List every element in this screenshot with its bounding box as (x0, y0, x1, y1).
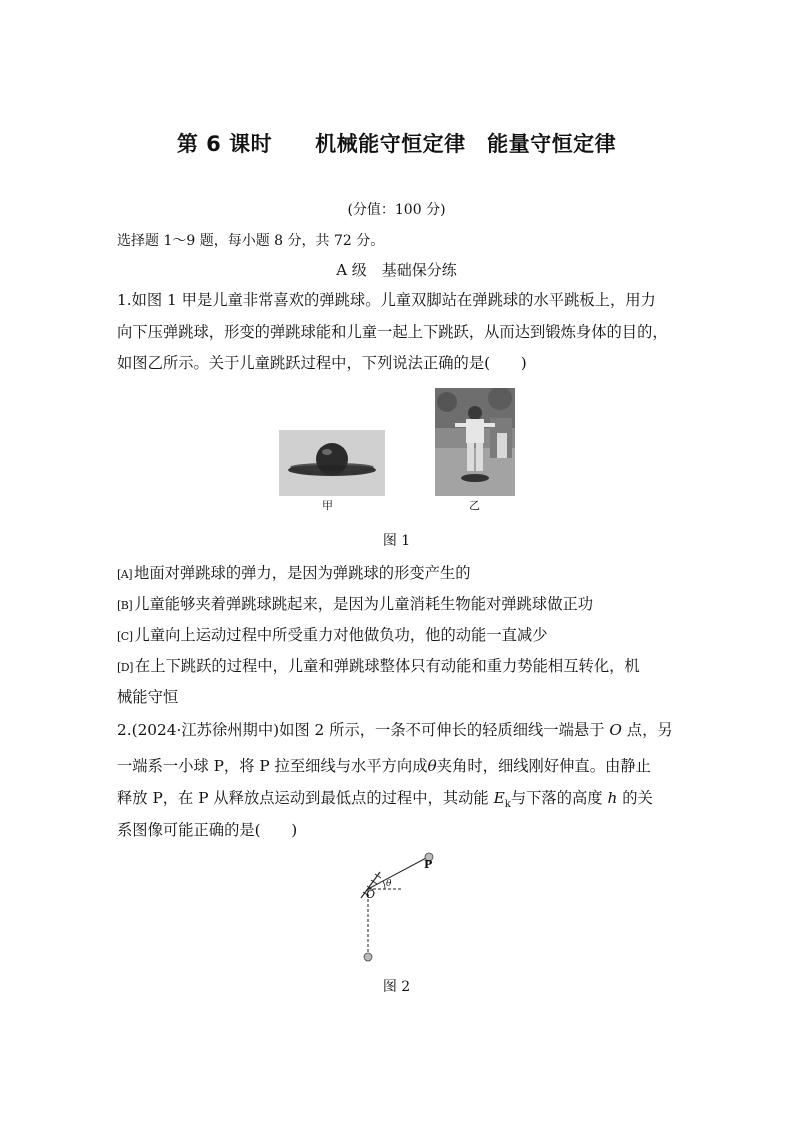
q1-option-a (117, 561, 471, 583)
section-heading: A 级 基础保分练 (336, 261, 457, 279)
q2-line-1 (117, 716, 677, 745)
option-d-text: 在上下跳跃的过程中，儿童和弹跳球整体只有动能和重力势能相互转化，机 (134, 657, 640, 675)
figure-2-label-p: P (424, 858, 433, 871)
q2-line-3-c: 的关 (617, 789, 653, 807)
q2-line-2-a: 一端系一小球 P，将 P 拉至细线与水平方向成 (117, 757, 428, 775)
q2-line-3-b: 与下落的高度 (510, 789, 608, 807)
q1-line-3: 如图乙所示。关于儿童跳跃过程中，下列说法正确的是( ) (117, 354, 527, 372)
option-b-text: 儿童能够夹着弹跳球跳起来，是因为儿童消耗生物能对弹跳球做正功 (134, 595, 594, 613)
q1-line-2: 向下压弹跳球，形变的弹跳球能和儿童一起上下跳跃，从而达到锻炼身体的目的， (117, 323, 668, 341)
q2-line-3 (117, 784, 677, 819)
figure-2-label-o: O (366, 888, 376, 901)
option-d-marker: [D] (117, 661, 133, 674)
q2-line-3-a: 释放 P，在 P 从释放点运动到最低点的过程中，其动能 (117, 789, 494, 807)
q2-line-4: 系图像可能正确的是( ) (117, 821, 298, 839)
q2-line-1-b: 点，另 (621, 721, 673, 739)
q1-line-1: 1.如图 1 甲是儿童非常喜欢的弹跳球。儿童双脚站在弹跳球的水平跳板上，用力 (117, 291, 656, 309)
q2-point-o: O (609, 721, 622, 739)
q2-line-2-b: 夹角时，细线刚好伸直。由静止 (436, 757, 651, 775)
figure-2-label-theta: θ (386, 879, 392, 889)
q2-energy-subscript: k (504, 799, 511, 811)
q2-line-2 (117, 752, 677, 781)
option-c-marker: [C] (117, 630, 133, 643)
q2-height-h: h (607, 789, 618, 807)
option-a-text: 地面对弹跳球的弹力，是因为弹跳球的形变产生的 (134, 564, 471, 582)
figure-1-jia-image (279, 430, 385, 496)
q2-line-1-a: 2.(2024·江苏徐州期中)如图 2 所示，一条不可伸长的轻质细线一端悬于 (117, 721, 610, 739)
figure-1-jia-label: 甲 (322, 499, 333, 512)
figure-1-caption: 图 1 (382, 533, 411, 549)
option-c-text: 儿童向上运动过程中所受重力对他做负功，他的动能一直减少 (134, 626, 548, 644)
figure-1-yi-label: 乙 (469, 499, 480, 512)
figure-2-caption: 图 2 (382, 979, 411, 995)
page-title: 第 6 课时 机械能守恒定律 能量守恒定律 (176, 132, 617, 156)
q1-option-d (117, 654, 640, 676)
instructions: 选择题 1～9 题，每小题 8 分，共 72 分。 (117, 233, 385, 249)
q2-energy-e: E (493, 789, 505, 807)
q2-theta: θ (427, 757, 437, 775)
figure-1-yi-image (435, 388, 515, 496)
q1-option-d-line-2: 械能守恒 (117, 688, 179, 706)
option-a-marker: [A] (117, 568, 133, 581)
q1-option-c (117, 623, 548, 645)
score-note: (分值：100 分) (347, 202, 446, 218)
option-b-marker: [B] (117, 599, 133, 612)
q1-option-b (117, 592, 593, 614)
